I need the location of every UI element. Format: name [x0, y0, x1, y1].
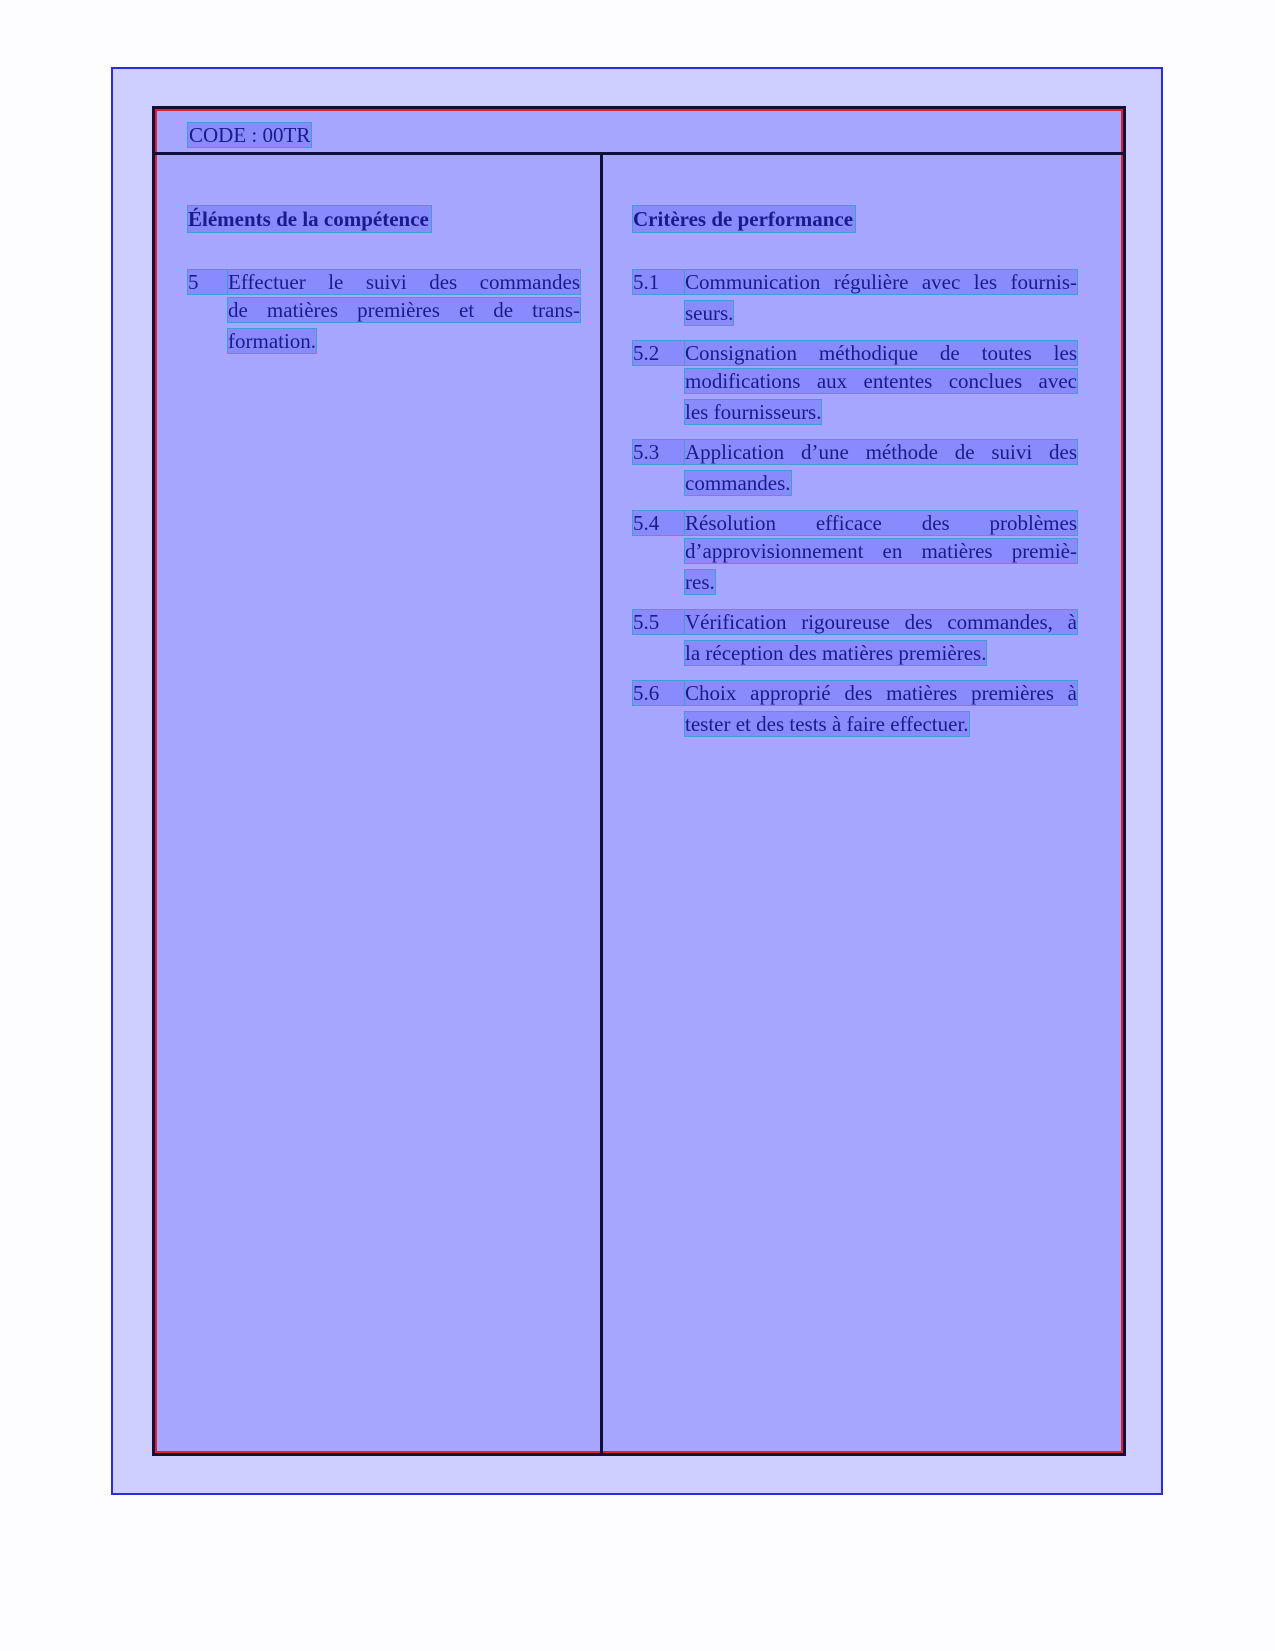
item-number: 5.3	[633, 440, 685, 464]
column-divider	[600, 155, 603, 1453]
item-text	[685, 507, 1077, 606]
item-text-line: Application d’une méthode de suivi des	[685, 440, 1077, 464]
item-text-line: formation.	[228, 329, 317, 353]
criterion-item	[633, 677, 1077, 748]
page-frame	[111, 67, 1163, 1495]
criterion-item	[633, 436, 1077, 507]
code-row	[155, 109, 1123, 155]
criteria-column	[633, 155, 1077, 748]
element-item	[188, 266, 580, 365]
item-text	[685, 436, 1077, 507]
item-text-line: res.	[685, 570, 715, 594]
criterion-item	[633, 337, 1077, 436]
item-number: 5.2	[633, 341, 685, 365]
item-number: 5.5	[633, 610, 685, 634]
competence-table	[152, 106, 1126, 1456]
criteria-heading: Critères de performance	[633, 207, 854, 231]
item-text-line: d’approvisionnement en matières premiè-	[685, 539, 1077, 563]
code-label: CODE : 00TR	[189, 123, 311, 147]
item-text	[228, 266, 580, 365]
item-number: 5.6	[633, 681, 685, 705]
item-number: 5	[188, 270, 228, 294]
item-text	[685, 606, 1077, 677]
item-text-line: seurs.	[685, 301, 734, 325]
item-text	[685, 677, 1077, 748]
item-text-line: modifications aux ententes conclues avec	[685, 369, 1077, 393]
item-text-line: Communication régulière avec les fournis-	[685, 270, 1077, 294]
item-text-line: les fournisseurs.	[685, 400, 822, 424]
item-text-line: Consignation méthodique de toutes les	[685, 341, 1077, 365]
criterion-item	[633, 507, 1077, 606]
elements-heading: Éléments de la compétence	[188, 207, 429, 231]
elements-column	[188, 155, 580, 365]
item-text-line: tester et des tests à faire effectuer.	[685, 712, 969, 736]
item-text-line: Effectuer le suivi des commandes	[228, 270, 580, 294]
item-text-line: commandes.	[685, 471, 791, 495]
item-text	[685, 337, 1077, 436]
item-text-line: la réception des matières premières.	[685, 641, 987, 665]
item-text	[685, 266, 1077, 337]
item-text-line: Résolution efficace des problèmes	[685, 511, 1077, 535]
item-text-line: Choix approprié des matières premières à	[685, 681, 1077, 705]
item-number: 5.1	[633, 270, 685, 294]
elements-list	[188, 266, 580, 365]
criterion-item	[633, 266, 1077, 337]
criterion-item	[633, 606, 1077, 677]
item-number: 5.4	[633, 511, 685, 535]
item-text-line: Vérification rigoureuse des commandes, à	[685, 610, 1077, 634]
item-text-line: de matières premières et de trans-	[228, 298, 580, 322]
criteria-list	[633, 266, 1077, 748]
